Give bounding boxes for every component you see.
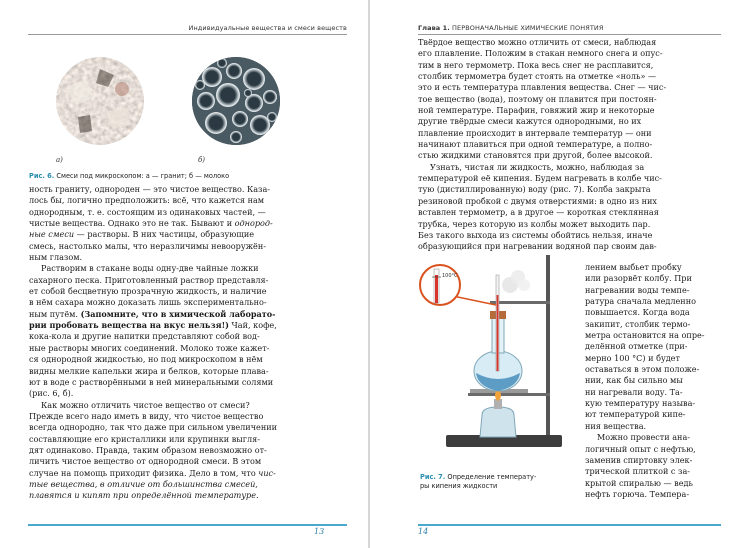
text-line: кую температуру называ- (585, 398, 696, 409)
text-line: плавятся и кипят при определённой температуре. (29, 490, 259, 501)
stand-rod (546, 255, 550, 437)
text-line: логичный опыт с нефтью, (585, 443, 696, 454)
text-fragment: Чай, кофе, (231, 320, 277, 331)
text-line: однородным, т. е. состоящим из одинаковых частей, — (29, 206, 266, 217)
figure-7-label: Рис. 7. (420, 473, 446, 481)
text-line: трической плиткой с за- (585, 466, 691, 477)
text-line: дят одинаково. Правда, таким образом невозможно от- (29, 444, 267, 455)
italic-term: чис- (258, 467, 276, 478)
text-line: нагревании воды темпе- (585, 284, 690, 295)
text-line (29, 309, 351, 320)
text-line: или разорвёт колбу. При (585, 273, 692, 284)
figure-7-caption (420, 473, 570, 491)
right-body-text (418, 37, 723, 253)
footer-rule-left (28, 524, 347, 526)
text-line: видны мелкие капельки жира и белков, которые плава- (29, 365, 269, 376)
text-line: повышается. Когда вода (585, 307, 690, 318)
text-line: лением выбьет пробку (585, 262, 682, 272)
chapter-label: Глава 1. (418, 24, 450, 32)
text-line: ни нагревали воду. Та- (585, 386, 683, 397)
page-number-right: 14 (418, 527, 429, 536)
text-line: крытой спиралью — ведь (585, 477, 693, 488)
text-line: это и есть температура плавления вещества. Снег — чис- (418, 82, 667, 93)
text-fragment: ным путём. (29, 308, 78, 319)
bold-warning: рии пробовать вещества на вкус нельзя!) (29, 320, 229, 331)
thermometer-mercury (497, 295, 499, 371)
text-line: составляющие его кристаллики или крупинки выгля- (29, 433, 260, 444)
photo-a-label: а) (56, 156, 63, 164)
right-page (370, 0, 739, 548)
text-line: тое вещество (вода), поэтому он плавится при постоян- (418, 93, 657, 104)
text-line: метра остановится на опре- (585, 330, 705, 341)
text-line: всегда однородно, так что даже при сильном увеличении (29, 422, 278, 433)
text-line: стью жидкими становятся при другой, более высокой. (418, 150, 653, 161)
text-line (29, 218, 351, 229)
text-fragment: чистые вещества. Однако это не так. Бывают и (29, 218, 233, 229)
text-line: ным глазом. (29, 252, 83, 263)
thermometer-zoom-inset (420, 265, 460, 305)
text-line: Можно провести ана- (597, 432, 690, 443)
text-line: вставлен термометр, а в другое — короткая стеклянная (418, 207, 659, 218)
bold-warning: (Запомните, что в химической лаборато- (80, 308, 276, 319)
figure-6-caption (29, 172, 349, 181)
text-line: тые вещества, в отличие от большинства смесей, (29, 478, 258, 489)
footer-rule-right (418, 524, 721, 526)
text-line: закипит, столбик термо- (585, 318, 691, 329)
text-line: плавление происходит в интервале температур — они (418, 127, 652, 138)
figure-6-text: Смеси под микроскопом: а — гранит; б — молоко (56, 172, 230, 180)
boiling-point-apparatus (418, 255, 568, 465)
text-line: в нём сахара можно доказать лишь экспериментально- (29, 297, 267, 308)
text-line: кока-кола и другие напитки представляют собой вод- (29, 331, 260, 342)
italic-term: однород- (234, 218, 273, 229)
text-line: тим в него термометр. Пока весь снег не расплавится, (418, 59, 654, 70)
photo-b-label: б) (198, 156, 206, 164)
text-line: ет собой бесцветную прозрачную жидкость, и наличие (29, 286, 267, 297)
text-line: смесь, настолько малы, что неразличимы невооружён- (29, 240, 266, 251)
text-line: Узнать, чистая ли жидкость, можно, наблюдая за (430, 161, 645, 172)
text-line: мерно 100 °С) и будет (585, 352, 680, 363)
figure-7-text-1: Определение температу- (447, 473, 537, 481)
left-page (0, 0, 369, 548)
text-line: ния вещества. (585, 420, 647, 431)
figure-7-text-2: ры кипения жидкости (420, 482, 498, 490)
text-fragment: — растворы. В них частицы, образующие (76, 229, 255, 240)
text-line: трубка, через которую из колбы может выходить пар. (418, 218, 651, 229)
text-line: его плавление. Положим в стакан немного снега и опус- (418, 48, 663, 59)
text-line: Без такого выхода из системы обойтись нельзя, иначе (418, 229, 653, 240)
text-line: личить чистое вещество от однородной смеси. В этом (29, 456, 262, 467)
text-line: ность граниту, однороден — это чистое вещество. Каза- (29, 184, 271, 194)
text-line: ют в воде с растворёнными в ней минеральными солями (29, 376, 274, 387)
alcohol-burner (480, 407, 516, 437)
text-line: ные растворы многих соединений. Молоко тоже кажет- (29, 342, 270, 353)
text-line: Как можно отличить чистое вещество от смеси? (41, 399, 250, 410)
text-line: ют температурой кипе- (585, 409, 686, 420)
italic-term: ные смеси (29, 229, 75, 240)
right-wrap-text (585, 262, 725, 500)
header-rule-left (28, 34, 347, 35)
text-line: лось бы, логично предположить: всё, что кажется нам (29, 195, 265, 206)
text-line (29, 229, 351, 240)
figure-6-label: Рис. 6. (29, 172, 55, 180)
text-line (29, 468, 351, 479)
text-line: Растворим в стакане воды одну-две чайные ложки (41, 263, 259, 274)
text-line: начинают плавиться при одной температуре, а полно- (418, 139, 653, 150)
text-line: Твёрдое вещество можно отличить от смеси, наблюдая (418, 37, 657, 47)
text-line: столбик термометра будет стоять на отметке «ноль» — (418, 71, 657, 82)
header-rule-right (418, 34, 721, 35)
text-line: температурой её кипения. Будем нагревать в колбе чис- (418, 173, 662, 184)
running-head-right (418, 24, 603, 32)
text-fragment: случае на помощь приходит физика. Дело в том, что (29, 467, 256, 478)
text-line: ся однородной жидкостью, но под микроскопом в нём (29, 354, 263, 365)
granite-micrograph (56, 57, 144, 145)
page-number-left: 13 (314, 527, 325, 536)
text-line: тую (дистиллированную) воду (рис. 7). Колба закрыта (418, 184, 651, 195)
text-line: другие твёрдые смеси кажутся однородными, но их (418, 116, 642, 127)
text-line: делённой отметке (при- (585, 341, 688, 352)
text-line (29, 320, 351, 331)
ring-support (468, 393, 550, 396)
left-body-text (29, 184, 351, 502)
text-line: сахарного песка. Приготовленный раствор представля- (29, 274, 269, 285)
text-line: оставаться в этом положе- (585, 364, 700, 375)
thermometer-reading: 100°C (442, 273, 458, 279)
text-line: (рис. 6, б). (29, 388, 74, 399)
chapter-title: ПЕРВОНАЧАЛЬНЫЕ ХИМИЧЕСКИЕ ПОНЯТИЯ (452, 24, 604, 32)
text-line: ной температуре. Парафин, говяжий жир и некоторые (418, 105, 655, 116)
milk-micrograph (192, 57, 280, 145)
text-line: образующийся при нагревании водяной пар своим дав- (418, 241, 657, 252)
text-line: Прежде всего надо иметь в виду, что чистое вещество (29, 410, 264, 421)
running-head-left: Индивидуальные вещества и смеси веществ (188, 24, 347, 32)
text-line: нефть горюча. Темпера- (585, 488, 690, 499)
text-line: нии, как бы сильно мы (585, 375, 683, 386)
text-line: резиновой пробкой с двумя отверстиями: в одно из них (418, 195, 657, 206)
text-line: заменив спиртовку элек- (585, 454, 693, 465)
text-line: ратура сначала медленно (585, 296, 696, 307)
